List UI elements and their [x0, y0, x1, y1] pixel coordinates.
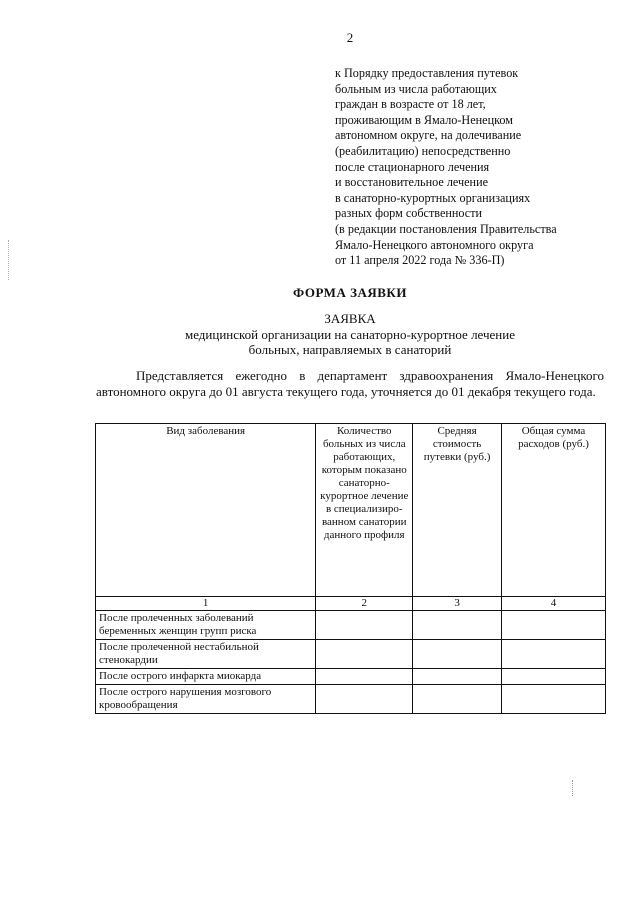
request-heading: [0, 311, 640, 358]
empty-cell: [316, 640, 413, 669]
empty-cell: [316, 611, 413, 640]
row-label: После пролеченной нестабильной стенокардии: [96, 640, 316, 669]
table-row: [96, 640, 606, 669]
empty-cell: [413, 685, 502, 714]
appendix-reference: к Порядку предоставления путевок больным из числа работающих граждан в возрасте от 18 лет, проживающим в Ямало-Ненецком автономном округе, на долечивание (реабилитацию) непосредственно после стационарного лечения и восстановительное лечение в санаторно-курортных организациях разных форм собственности (в редакции постановления Правительства Ямало-Ненецкого автономного округа от 11 апреля 2022 года № 336-П): [335, 66, 557, 268]
column-number-row: [96, 597, 606, 611]
page-number: 2: [346, 30, 354, 45]
row-label: После острого инфаркта миокарда: [96, 669, 316, 685]
column-number: 3: [413, 597, 502, 611]
table-row: [96, 611, 606, 640]
column-number: 2: [316, 597, 413, 611]
header-average-cost: Средняя стоимость путевки (руб.): [413, 424, 502, 597]
empty-cell: [501, 640, 605, 669]
intro-text: Представляется ежегодно в департамент здравоохранения Ямало-Ненецкого автономного округа до 01 августа текущего года, уточняется до 01 декабря текущего года.: [96, 368, 604, 399]
empty-cell: [501, 685, 605, 714]
header-total-expenses: Общая сумма расходов (руб.): [501, 424, 605, 597]
header-disease-type: Вид заболевания: [96, 424, 316, 597]
empty-cell: [501, 611, 605, 640]
empty-cell: [316, 685, 413, 714]
empty-cell: [501, 669, 605, 685]
request-title: ЗАЯВКА: [324, 311, 376, 326]
form-title: ФОРМА ЗАЯВКИ: [293, 285, 407, 300]
empty-cell: [316, 669, 413, 685]
intro-paragraph: [96, 368, 604, 399]
table-row: [96, 685, 606, 714]
empty-cell: [413, 640, 502, 669]
header-patient-count: Количество больных из числа работающих, которым показано санаторно-курортное лечение в специализиро-ванном санатории данного профиля: [316, 424, 413, 597]
scan-edge-mark: [8, 240, 10, 280]
request-subtitle-line1: медицинской организации на санаторно-курортное лечение: [184, 326, 515, 342]
column-number: 1: [96, 597, 316, 611]
table-header-row: [96, 424, 606, 597]
request-subtitle-line2: больных, направляемых в санаторий: [248, 342, 452, 357]
row-label: После пролеченных заболеваний беременных женщин групп риска: [96, 611, 316, 640]
column-number: 4: [501, 597, 605, 611]
scan-edge-mark: [572, 780, 574, 796]
row-label: После острого нарушения мозгового кровообращения: [96, 685, 316, 714]
table-row: [96, 669, 606, 685]
empty-cell: [413, 611, 502, 640]
request-form-table: [95, 423, 606, 714]
empty-cell: [413, 669, 502, 685]
